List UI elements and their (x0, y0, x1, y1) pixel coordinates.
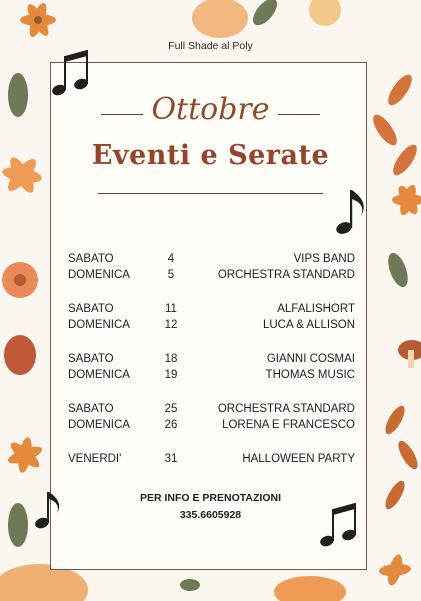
event-date: 26 (164, 419, 178, 431)
event-act: VIPS BAND (293, 253, 355, 265)
leaf-bottom (180, 579, 200, 591)
event-act: ORCHESTRA STANDARD (217, 269, 355, 281)
apple-left (4, 335, 36, 375)
pumpkin-top-right (309, 0, 341, 26)
event-row (68, 253, 355, 269)
event-day: SABATO (68, 353, 114, 365)
event-date: 31 (164, 453, 178, 465)
event-act: LUCA & ALLISON (262, 319, 355, 331)
event-row (68, 269, 355, 285)
event-act: ALFALISHORT (277, 303, 355, 315)
title-underline (98, 193, 323, 194)
leaf-right-green (384, 250, 411, 289)
event-date: 11 (165, 303, 177, 315)
event-day: DOMENICA (68, 319, 130, 331)
event-row (68, 319, 355, 335)
flower-left-3 (6, 436, 44, 474)
event-day: VENERDI' (68, 453, 122, 465)
info-label: PER INFO E PRENOTAZIONI (140, 492, 281, 504)
month-rule-right (278, 114, 320, 115)
venue-name: Full Shade al Poly (168, 40, 253, 52)
event-date: 19 (164, 369, 178, 381)
page-title: Eventi e Serate (91, 140, 330, 171)
flower-top-left (20, 1, 56, 39)
event-row (68, 419, 355, 435)
event-date: 12 (164, 319, 178, 331)
event-day: DOMENICA (68, 269, 130, 281)
music-note-icon (50, 48, 90, 100)
month-label: Ottobre (151, 92, 270, 127)
event-act: LORENA E FRANCESCO (222, 419, 355, 431)
music-note-icon (333, 186, 373, 238)
event-act: HALLOWEEN PARTY (242, 453, 355, 465)
event-date: 18 (164, 353, 178, 365)
event-row (68, 403, 355, 419)
event-day: SABATO (68, 403, 114, 415)
event-day: SABATO (68, 253, 114, 265)
phone-number: 335.6605928 (179, 509, 242, 521)
event-act: THOMAS MUSIC (265, 369, 355, 381)
event-date: 25 (164, 403, 178, 415)
event-act: GIANNI COSMAI (266, 353, 355, 365)
leaf-top (249, 0, 282, 29)
event-row (68, 369, 355, 385)
event-row (68, 303, 355, 319)
music-note-icon (32, 488, 68, 532)
event-date: 5 (167, 269, 175, 281)
flower-right-1 (392, 183, 421, 217)
event-day: SABATO (68, 303, 114, 315)
event-day: DOMENICA (68, 369, 130, 381)
events-list (68, 253, 355, 469)
event-row (68, 453, 355, 469)
pumpkin-bottom-right (274, 576, 346, 601)
event-date: 4 (167, 253, 175, 265)
music-note-icon (318, 502, 358, 550)
flower-bottom-right (379, 553, 412, 587)
event-row (68, 353, 355, 369)
pumpkin-top (192, 0, 248, 38)
event-act: ORCHESTRA STANDARD (217, 403, 355, 415)
event-day: DOMENICA (68, 419, 130, 431)
